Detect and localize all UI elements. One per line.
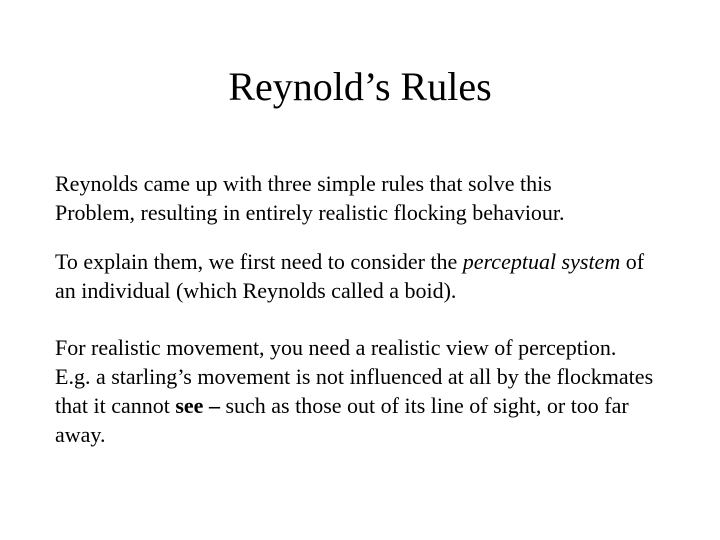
paragraph-intro-line-2: Problem, resulting in entirely realistic flocking behaviour. [55, 200, 565, 225]
paragraph-intro-line-1: Reynolds came up with three simple rules that solve this [55, 171, 552, 196]
paragraph-movement-line-1: For realistic movement, you need a realistic view of perception. [55, 335, 617, 360]
paragraph-perceptual-line-1 [55, 247, 644, 276]
text-segment: that it cannot [55, 393, 176, 418]
slide-title: Reynold’s Rules [228, 64, 492, 109]
paragraph-movement-line-3 [55, 391, 653, 420]
text-segment: such as those out of its line of sight, or too far [219, 393, 629, 418]
paragraph-perceptual-system [55, 247, 644, 305]
strong-see: see – [175, 393, 220, 418]
paragraph-realistic-movement [55, 333, 653, 449]
paragraph-intro [55, 169, 565, 227]
paragraph-perceptual-line-2: an individual (which Reynolds called a boid). [55, 278, 457, 303]
text-segment: To explain them, we first need to consider the [55, 249, 463, 274]
paragraph-movement-line-4: away. [55, 422, 106, 447]
emphasis-perceptual-system: perceptual system [462, 249, 621, 274]
paragraph-movement-line-2: E.g. a starling’s movement is not influenced at all by the flockmates [55, 364, 654, 389]
text-segment: of [620, 249, 645, 274]
